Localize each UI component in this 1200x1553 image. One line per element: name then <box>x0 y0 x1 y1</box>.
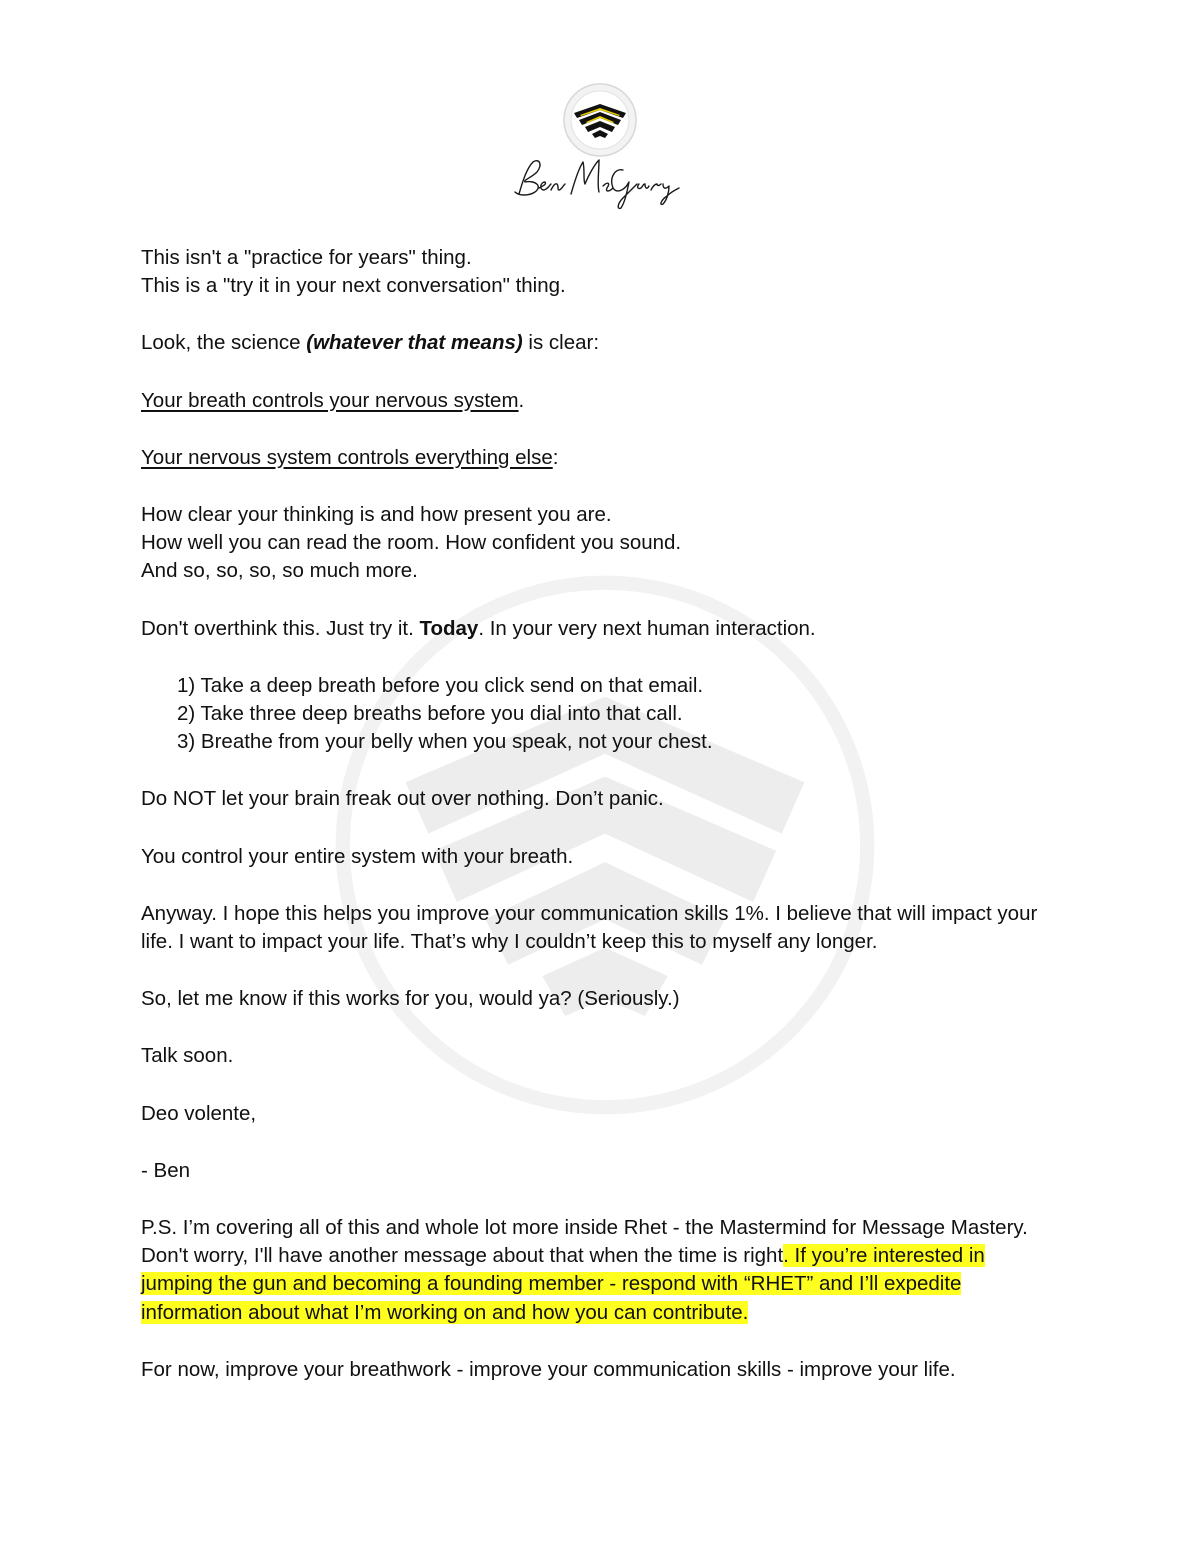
try-it-paragraph <box>141 615 1051 643</box>
steps-list <box>141 672 1051 757</box>
talk-soon-paragraph: Talk soon. <box>141 1044 234 1068</box>
try-it-bold: Today <box>419 616 479 640</box>
postscript-highlight: . If you’re interested in jumping the gun and becoming a founding member - respond with “RHET” and I’ll expedite information about what I’m working on and how you can contribute. <box>141 1244 985 1324</box>
breath-period: . <box>518 388 525 412</box>
benefits-line-2: How well you can read the room. How confident you sound. <box>141 531 682 555</box>
nervous-system-colon: : <box>552 445 559 469</box>
list-item: 2) Take three deep breaths before you dial into that call. <box>177 702 683 726</box>
science-text: Look, the science <box>141 331 307 355</box>
control-paragraph: You control your entire system with your breath. <box>141 844 574 868</box>
intro-line-1: This isn't a "practice for years" thing. <box>141 246 472 269</box>
intro-line-2: This is a "try it in your next conversation" thing. <box>141 274 566 298</box>
sign-off: - Ben <box>141 1158 190 1182</box>
postscript-paragraph <box>141 1214 1051 1327</box>
science-emphasis: (whatever that means) <box>306 331 523 355</box>
eagle-chevron-emblem-icon <box>562 82 638 158</box>
benefits-line-1: How clear your thinking is and how present you are. <box>141 503 612 527</box>
intro-paragraph <box>141 244 1051 300</box>
postscript-text: P.S. I’m covering all of this and whole lot more inside Rhet - the Mastermind for Message Mastery. Don't worry, I'll have another message about that when the time is right <box>141 1216 1028 1268</box>
deo-volente-paragraph: Deo volente, <box>141 1101 257 1125</box>
nervous-system-paragraph <box>141 444 1051 472</box>
try-it-text: Don't overthink this. Just try it. <box>141 616 420 640</box>
breath-underlined: Your breath controls your nervous system <box>141 388 519 412</box>
science-paragraph <box>141 329 1051 357</box>
try-it-text-end: . In your very next human interaction. <box>478 616 816 640</box>
nervous-system-underlined: Your nervous system controls everything else <box>141 445 553 469</box>
list-item: 1) Take a deep breath before you click send on that email. <box>177 673 704 697</box>
science-text-end: is clear: <box>522 331 600 355</box>
let-me-know-paragraph: So, let me know if this works for you, would ya? (Seriously.) <box>141 987 680 1011</box>
benefits-paragraph <box>141 501 1051 586</box>
letter-body <box>141 244 1051 1413</box>
signature <box>505 150 685 212</box>
benefits-line-3: And so, so, so, so much more. <box>141 559 418 583</box>
dont-panic-paragraph: Do NOT let your brain freak out over nothing. Don’t panic. <box>141 787 664 811</box>
breath-paragraph <box>141 387 1051 415</box>
closing-paragraph: For now, improve your breathwork - improve your communication skills - improve your life. <box>141 1357 956 1381</box>
list-item: 3) Breathe from your belly when you speak, not your chest. <box>177 730 713 754</box>
anyway-paragraph: Anyway. I hope this helps you improve your communication skills 1%. I believe that will impact your life. I want to impact your life. That’s why I couldn’t keep this to myself any longer. <box>141 901 1038 954</box>
